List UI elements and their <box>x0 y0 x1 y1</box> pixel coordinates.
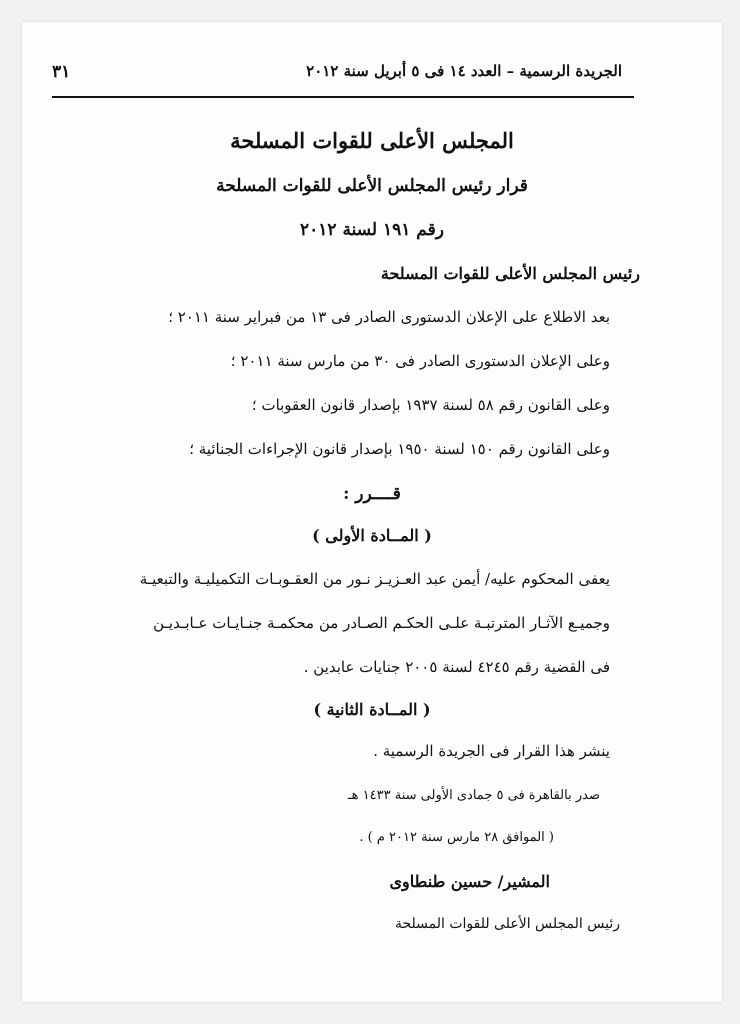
heading-council: المجلس الأعلى للقوات المسلحة <box>230 128 514 153</box>
article-1-line-3: فى القضية رقم ٤٢٤٥ لسنة ٢٠٠٥ جنايات عابدين . <box>303 658 610 676</box>
page-number: ٣١ <box>52 62 71 82</box>
article-2-title: ( المــادة الثانية ) <box>313 700 431 719</box>
gazette-header: الجريدة الرسمية – العدد ١٤ فى ٥ أبريل سنة ٢٠١٢ <box>306 62 622 80</box>
preamble-line-4: وعلى القانون رقم ١٥٠ لسنة ١٩٥٠ بإصدار قانون الإجراءات الجنائية ؛ <box>189 440 610 458</box>
gazette-page <box>22 22 722 1002</box>
preamble-line-3: وعلى القانون رقم ٥٨ لسنة ١٩٣٧ بإصدار قانون العقوبات ؛ <box>251 396 610 414</box>
issuer-line: رئيس المجلس الأعلى للقوات المسلحة <box>380 264 640 283</box>
decides-heading: قــــرر : <box>343 484 401 504</box>
preamble-line-1: بعد الاطلاع على الإعلان الدستورى الصادر فى ١٣ من فبراير سنة ٢٠١١ ؛ <box>168 308 610 326</box>
corresponding-date: ( الموافق ٢٨ مارس سنة ٢٠١٢ م ) . <box>359 830 554 845</box>
article-1-title: ( المــادة الأولى ) <box>312 526 432 545</box>
header-rule <box>52 96 634 98</box>
heading-decree: قرار رئيس المجلس الأعلى للقوات المسلحة <box>216 176 528 196</box>
heading-number: رقم ١٩١ لسنة ٢٠١٢ <box>300 220 444 240</box>
issued-date: صدر بالقاهرة فى ٥ جمادى الأولى سنة ١٤٣٣ هـ <box>347 788 600 803</box>
signatory-title: رئيس المجلس الأعلى للقوات المسلحة <box>394 916 620 932</box>
article-2-text: ينشر هذا القرار فى الجريدة الرسمية . <box>373 742 610 760</box>
signatory-name: المشير/ حسين طنطاوى <box>389 872 550 891</box>
article-1-line-2: وجميـع الآثـار المترتبـة علـى الحكـم الصـادر من محكمـة جنـايـات عـابـديـن <box>153 614 610 632</box>
article-1-line-1: يعفى المحكوم عليه/ أيمن عبد العـزيـز نـور من العقـوبـات التكميليـة والتبعيـة <box>139 570 610 588</box>
preamble-line-2: وعلى الإعلان الدستورى الصادر فى ٣٠ من مارس سنة ٢٠١١ ؛ <box>230 352 610 370</box>
